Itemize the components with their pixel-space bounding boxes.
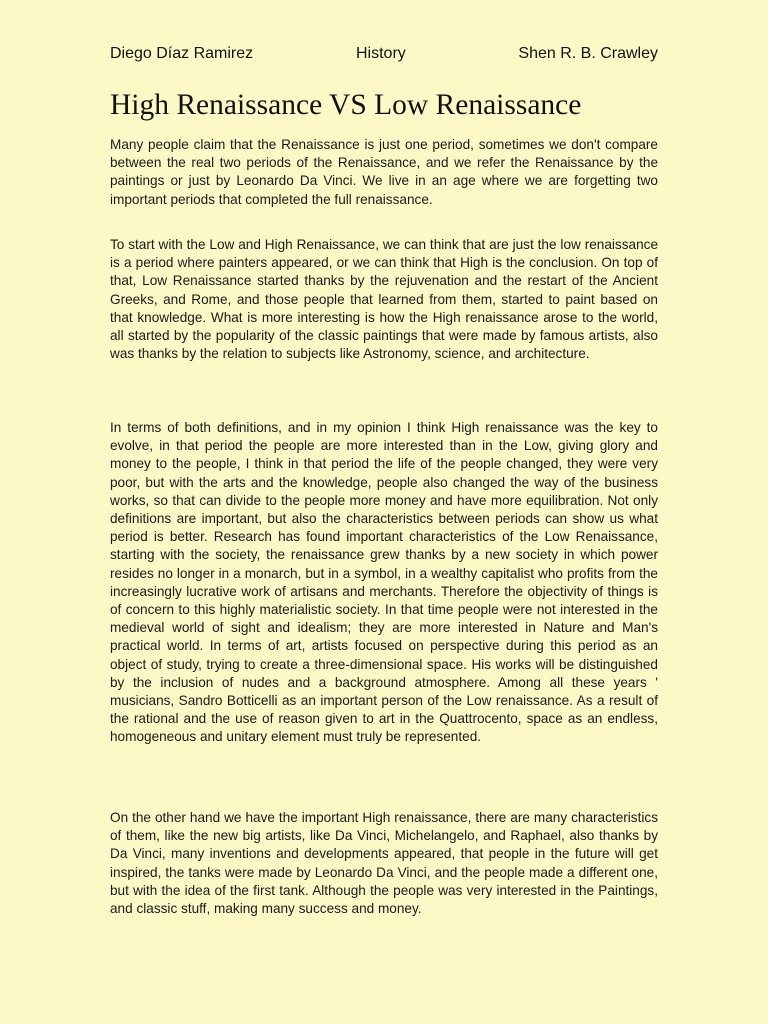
author-name: Diego Díaz Ramirez (110, 45, 254, 62)
paragraph-high-renaissance: On the other hand we have the important High renaissance, there are many characteristics of them, like the new big artists, like Da Vinci, Michelangelo, and Raphael, also thanks by Da Vinci, many inventions and developments appeared, that people in the future will get inspired, the tanks were made by Leonardo Da Vinci, and the people made a different one, but with the idea of the first tank. Although the people was very interested in the Paintings, and classic stuff, making many success and money. (110, 810, 658, 917)
coauthor-name: Shen R. B. Crawley (518, 45, 658, 62)
subject-label: History (356, 45, 406, 62)
paragraph-low-high-overview: To start with the Low and High Renaissance, we can think that are just the low renaissance is a period where painters appeared, or we can think that High is the conclusion. On top of that, Low Renaissance started thanks by the rejuvenation and the restart of the Ancient Greeks, and Rome, and those people that learned from them, started to paint based on that knowledge. What is more interesting is how the High renaissance arose to the world, all started by the popularity of the classic paintings that were made by famous artists, also was thanks by the relation to subjects like Astronomy, science, and architecture. (110, 237, 658, 362)
document-header (110, 44, 658, 64)
document-title: High Renaissance VS Low Renaissance (110, 89, 582, 121)
paragraph-intro: Many people claim that the Renaissance is just one period, sometimes we don't compare between the real two periods of the Renaissance, and we refer the Renaissance by the paintings or just by Leonardo Da Vinci. We live in an age where we are forgetting two important periods that completed the full renaissance. (110, 137, 658, 207)
paragraph-definitions-low-renaissance: In terms of both definitions, and in my opinion I think High renaissance was the key to evolve, in that period the people are more interested than in the Low, giving glory and money to the people, I think in that period the life of the people changed, they were very poor, but with the arts and the knowledge, people also changed the way of the business works, so that can divide to the people more money and have more equilibration. Not only definitions are important, but also the characteristics between periods can show us what period is better. Research has found important characteristics of the Low Renaissance, starting with the society, the renaissance grew thanks by a new society in which power resides no longer in a monarch, but in a symbol, in a wealthy capitalist who profits from the increasingly lucrative work of artisans and merchants. Therefore the objectivity of things is of concern to this highly materialistic society. In that time people were not interested in the medieval world of sight and idealism; they are more interested in Nature and Man's practical world. In terms of art, artists focused on perspective during this period as an object of study, trying to create a three-dimensional space. His works will be distinguished by the inclusion of nudes and a background atmosphere. Among all these years ' musicians, Sandro Botticelli as an important person of the Low renaissance. As a result of the rational and the use of reason given to art in the Quattrocento, space as an endless, homogeneous and unitary element must truly be represented. (110, 420, 658, 745)
